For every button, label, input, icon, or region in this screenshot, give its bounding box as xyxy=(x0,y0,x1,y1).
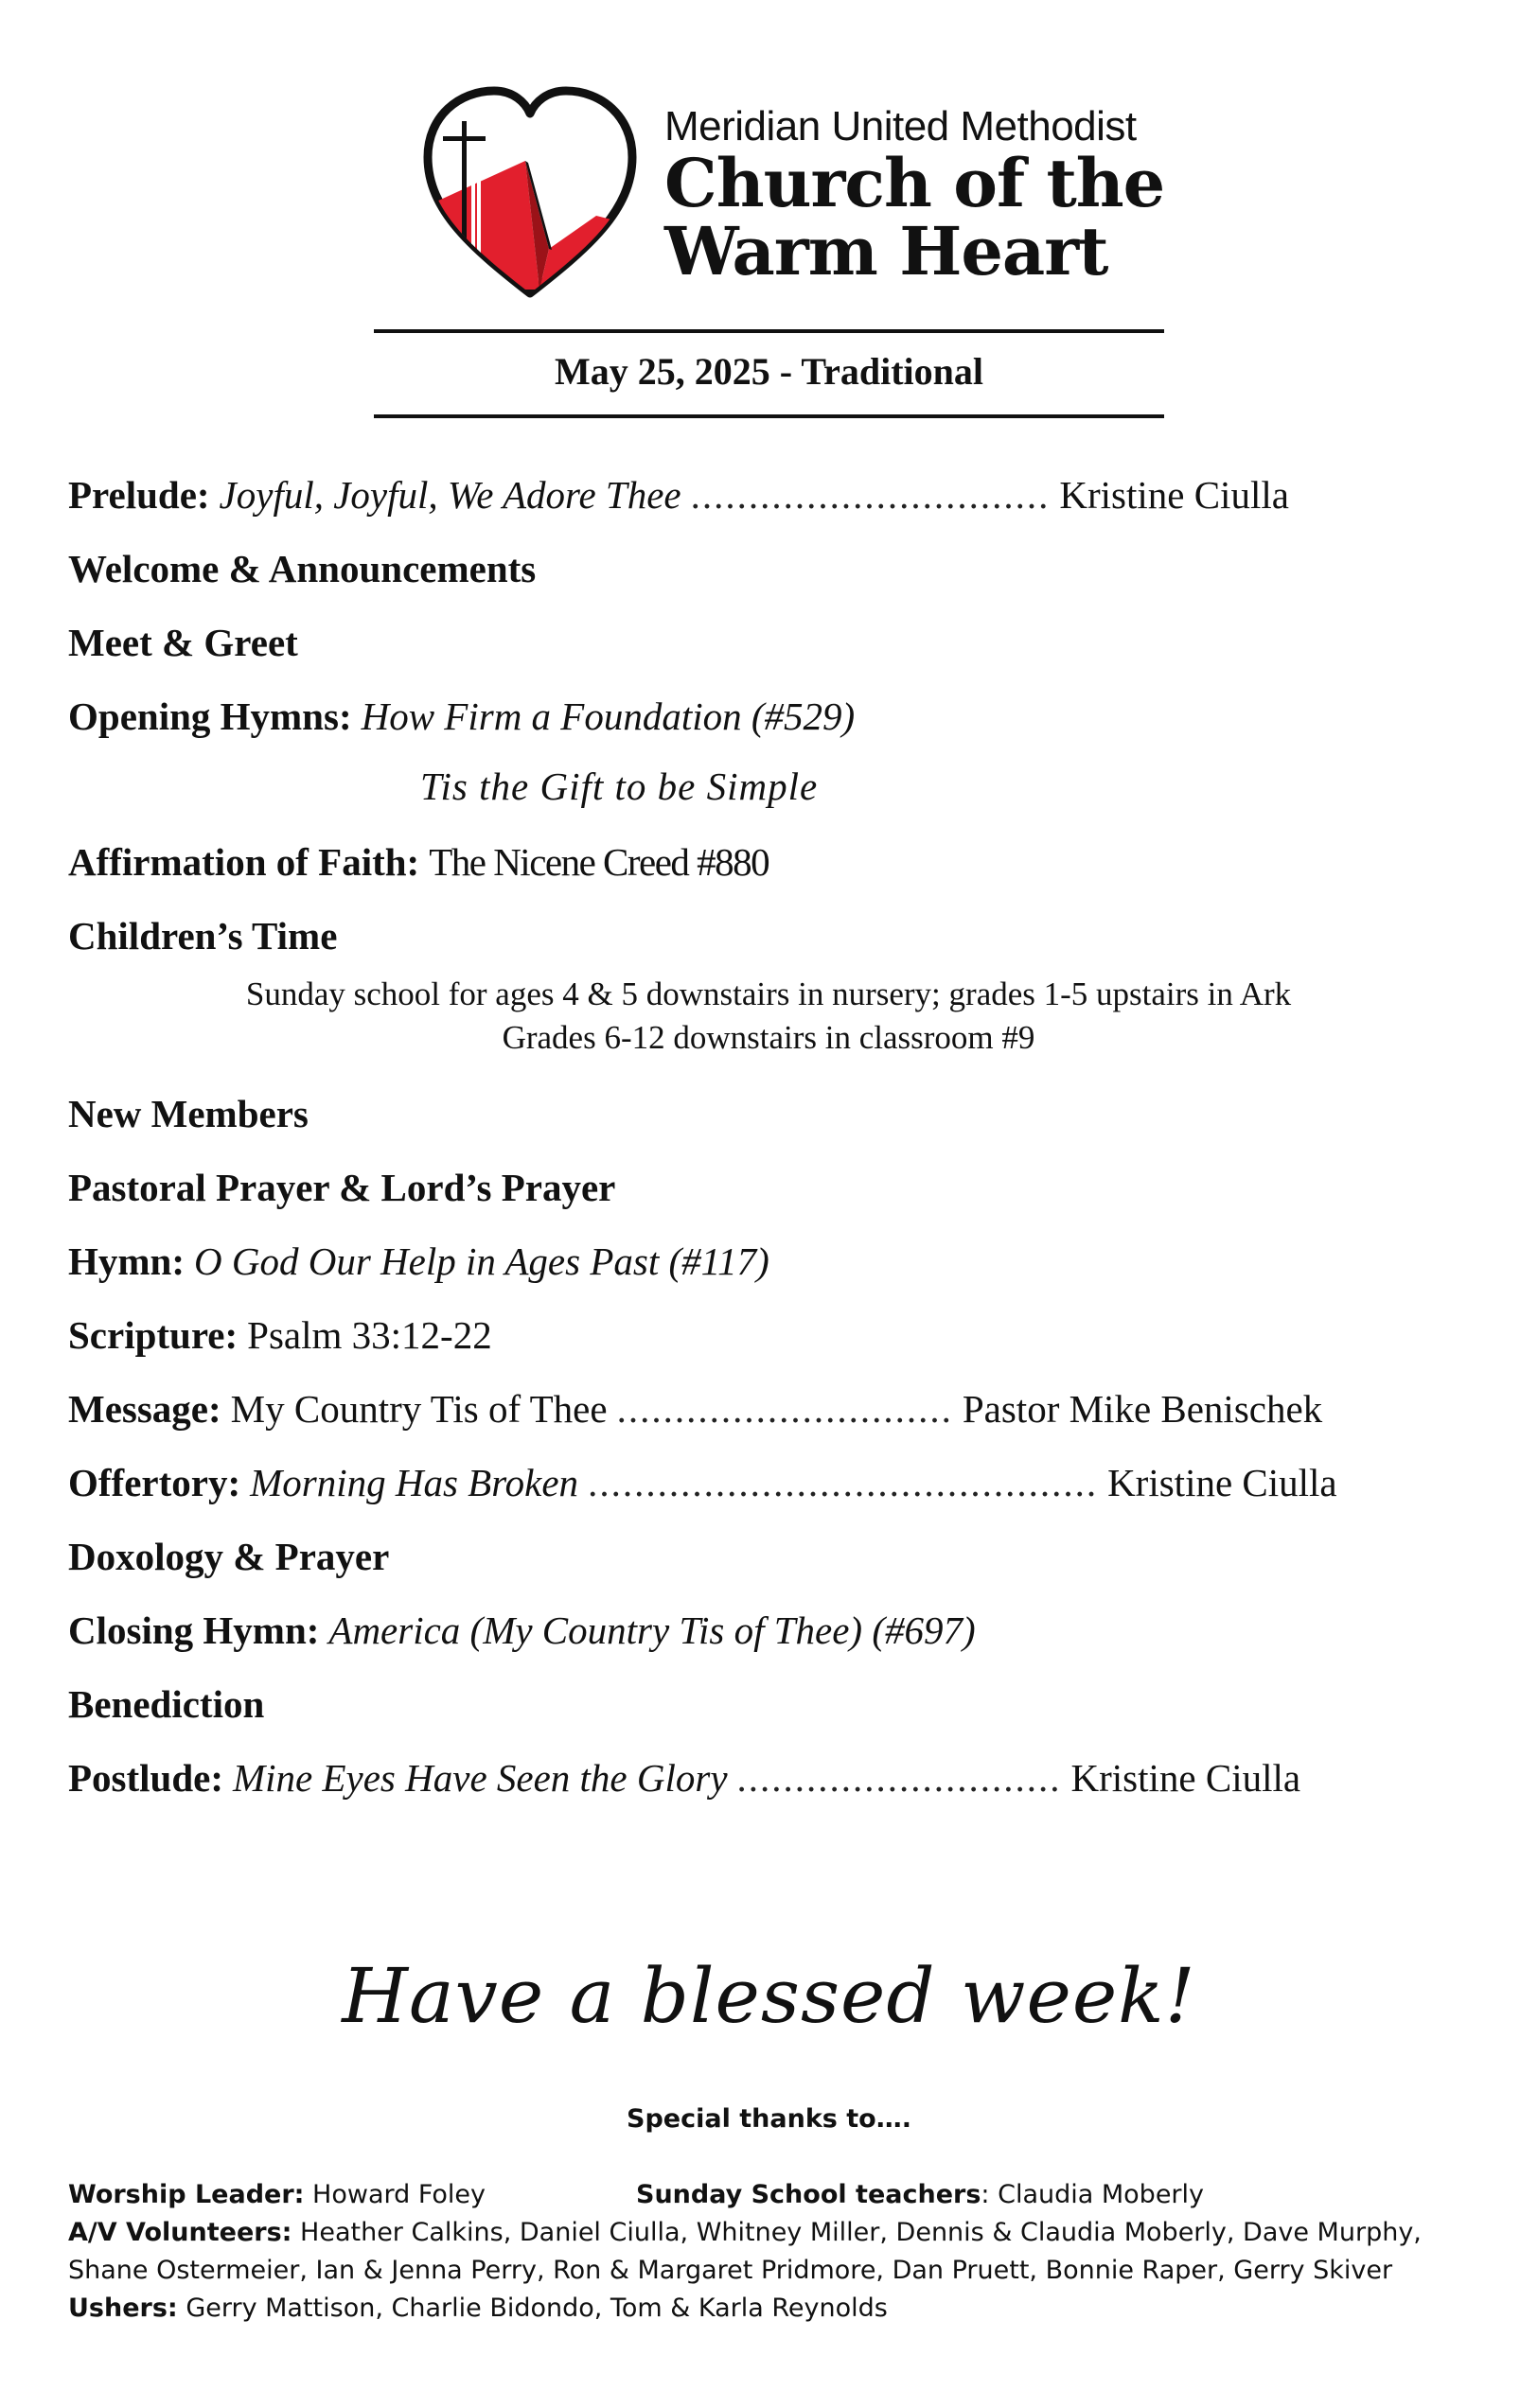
ushers-value: Gerry Mattison, Charlie Bidondo, Tom & Karla Reynolds xyxy=(186,2294,888,2323)
sunday-school-note xyxy=(68,973,1469,1060)
item-label: Doxology & Prayer xyxy=(68,1535,390,1578)
service-date: May 25, 2025 - Traditional xyxy=(555,350,983,393)
item-label: Opening Hymns: xyxy=(68,694,352,738)
item-title: How Firm a Foundation (#529) xyxy=(361,694,856,738)
dot-leader: ............................... xyxy=(690,473,1051,517)
doxology-item xyxy=(68,1533,1450,1580)
item-label: Postlude: xyxy=(68,1756,223,1800)
church-logo xyxy=(416,83,1165,310)
childrens-time-item xyxy=(68,912,1450,959)
note-line: Sunday school for ages 4 & 5 downstairs in nursery; grades 1-5 upstairs in Ark xyxy=(245,976,1292,1012)
scripture-item xyxy=(68,1311,1450,1359)
item-label: Affirmation of Faith: xyxy=(68,840,420,884)
worship-leader-label: Worship Leader: xyxy=(68,2180,305,2209)
sunday-school-label: Sunday School teachers xyxy=(636,2180,981,2209)
item-title: America (My Country Tis of Thee) (#697) xyxy=(328,1608,976,1652)
prelude-item xyxy=(68,471,1450,519)
item-label: Closing Hymn: xyxy=(68,1608,320,1652)
new-members-item xyxy=(68,1090,1450,1137)
item-person: Kristine Ciulla xyxy=(1107,1461,1337,1504)
thanks-heading: Special thanks to…. xyxy=(627,2104,911,2134)
blessing-text: Have a blessed week! xyxy=(342,1952,1196,2040)
credits-row-leaders xyxy=(68,2176,1488,2214)
item-title: O God Our Help in Ages Past (#117) xyxy=(194,1239,769,1283)
item-label: New Members xyxy=(68,1092,309,1135)
credits-row-av xyxy=(68,2214,1488,2252)
message-item xyxy=(68,1385,1450,1432)
welcome-item xyxy=(68,545,1450,592)
av-label: A/V Volunteers: xyxy=(68,2218,292,2247)
sunday-school-credit xyxy=(636,2176,1204,2214)
item-person: Pastor Mike Benischek xyxy=(962,1387,1323,1431)
credits-row-av-cont: Shane Ostermeier, Ian & Jenna Perry, Ron & Margaret Pridmore, Dan Pruett, Bonnie Raper, Gerry Skiver xyxy=(68,2256,1393,2285)
bottom-divider xyxy=(374,414,1164,418)
item-label: Prelude: xyxy=(68,473,210,517)
item-title: Psalm 33:12-22 xyxy=(247,1313,492,1357)
sunday-school-value: : Claudia Moberly xyxy=(981,2180,1205,2209)
item-title: Joyful, Joyful, We Adore Thee xyxy=(219,473,681,517)
item-title: The Nicene Creed #880 xyxy=(429,840,769,884)
org-line: Meridian United Methodist xyxy=(664,103,1137,149)
second-opening-hymn: Tis the Gift to be Simple xyxy=(420,765,819,808)
hymn-item xyxy=(68,1238,1450,1285)
item-label: Hymn: xyxy=(68,1239,185,1283)
av-value: Heather Calkins, Daniel Ciulla, Whitney Miller, Dennis & Claudia Moberly, Dave Murphy, xyxy=(300,2218,1422,2247)
note-line: Grades 6-12 downstairs in classroom #9 xyxy=(502,1019,1035,1056)
opening-hymns-item xyxy=(68,693,1450,740)
offertory-item xyxy=(68,1459,1450,1506)
item-label: Pastoral Prayer & Lord’s Prayer xyxy=(68,1166,616,1209)
closing-hymn-item xyxy=(68,1607,1450,1654)
greet-item xyxy=(68,619,1450,666)
postlude-item xyxy=(68,1754,1450,1802)
item-label: Children’s Time xyxy=(68,914,338,958)
worship-leader-value: Howard Foley xyxy=(312,2180,486,2209)
item-person: Kristine Ciulla xyxy=(1070,1756,1301,1800)
item-label: Meet & Greet xyxy=(68,621,298,664)
order-of-worship xyxy=(68,471,1450,1828)
item-title: Morning Has Broken xyxy=(250,1461,579,1504)
pastoral-prayer-item xyxy=(68,1164,1450,1211)
church-name-line1: Church of the xyxy=(664,144,1165,222)
benediction-item xyxy=(68,1680,1450,1728)
ushers-label: Ushers: xyxy=(68,2294,178,2323)
dot-leader: ............................ xyxy=(736,1756,1062,1800)
item-label: Welcome & Announcements xyxy=(68,547,537,590)
credits-row-ushers xyxy=(68,2290,1488,2328)
logo-wordmark xyxy=(664,103,1165,290)
dot-leader: ............................. xyxy=(616,1387,953,1431)
item-label: Message: xyxy=(68,1387,221,1431)
volunteer-credits xyxy=(68,2176,1488,2328)
affirmation-item xyxy=(68,838,1450,886)
dot-leader: ............................................ xyxy=(588,1461,1099,1504)
church-name-line2: Warm Heart xyxy=(664,212,1108,290)
heart-cross-icon xyxy=(416,83,644,310)
item-label: Scripture: xyxy=(68,1313,239,1357)
item-title: Mine Eyes Have Seen the Glory xyxy=(233,1756,728,1800)
item-title: My Country Tis of Thee xyxy=(230,1387,608,1431)
item-label: Offertory: xyxy=(68,1461,241,1504)
top-divider xyxy=(374,329,1164,333)
item-person: Kristine Ciulla xyxy=(1059,473,1289,517)
item-label: Benediction xyxy=(68,1682,265,1726)
